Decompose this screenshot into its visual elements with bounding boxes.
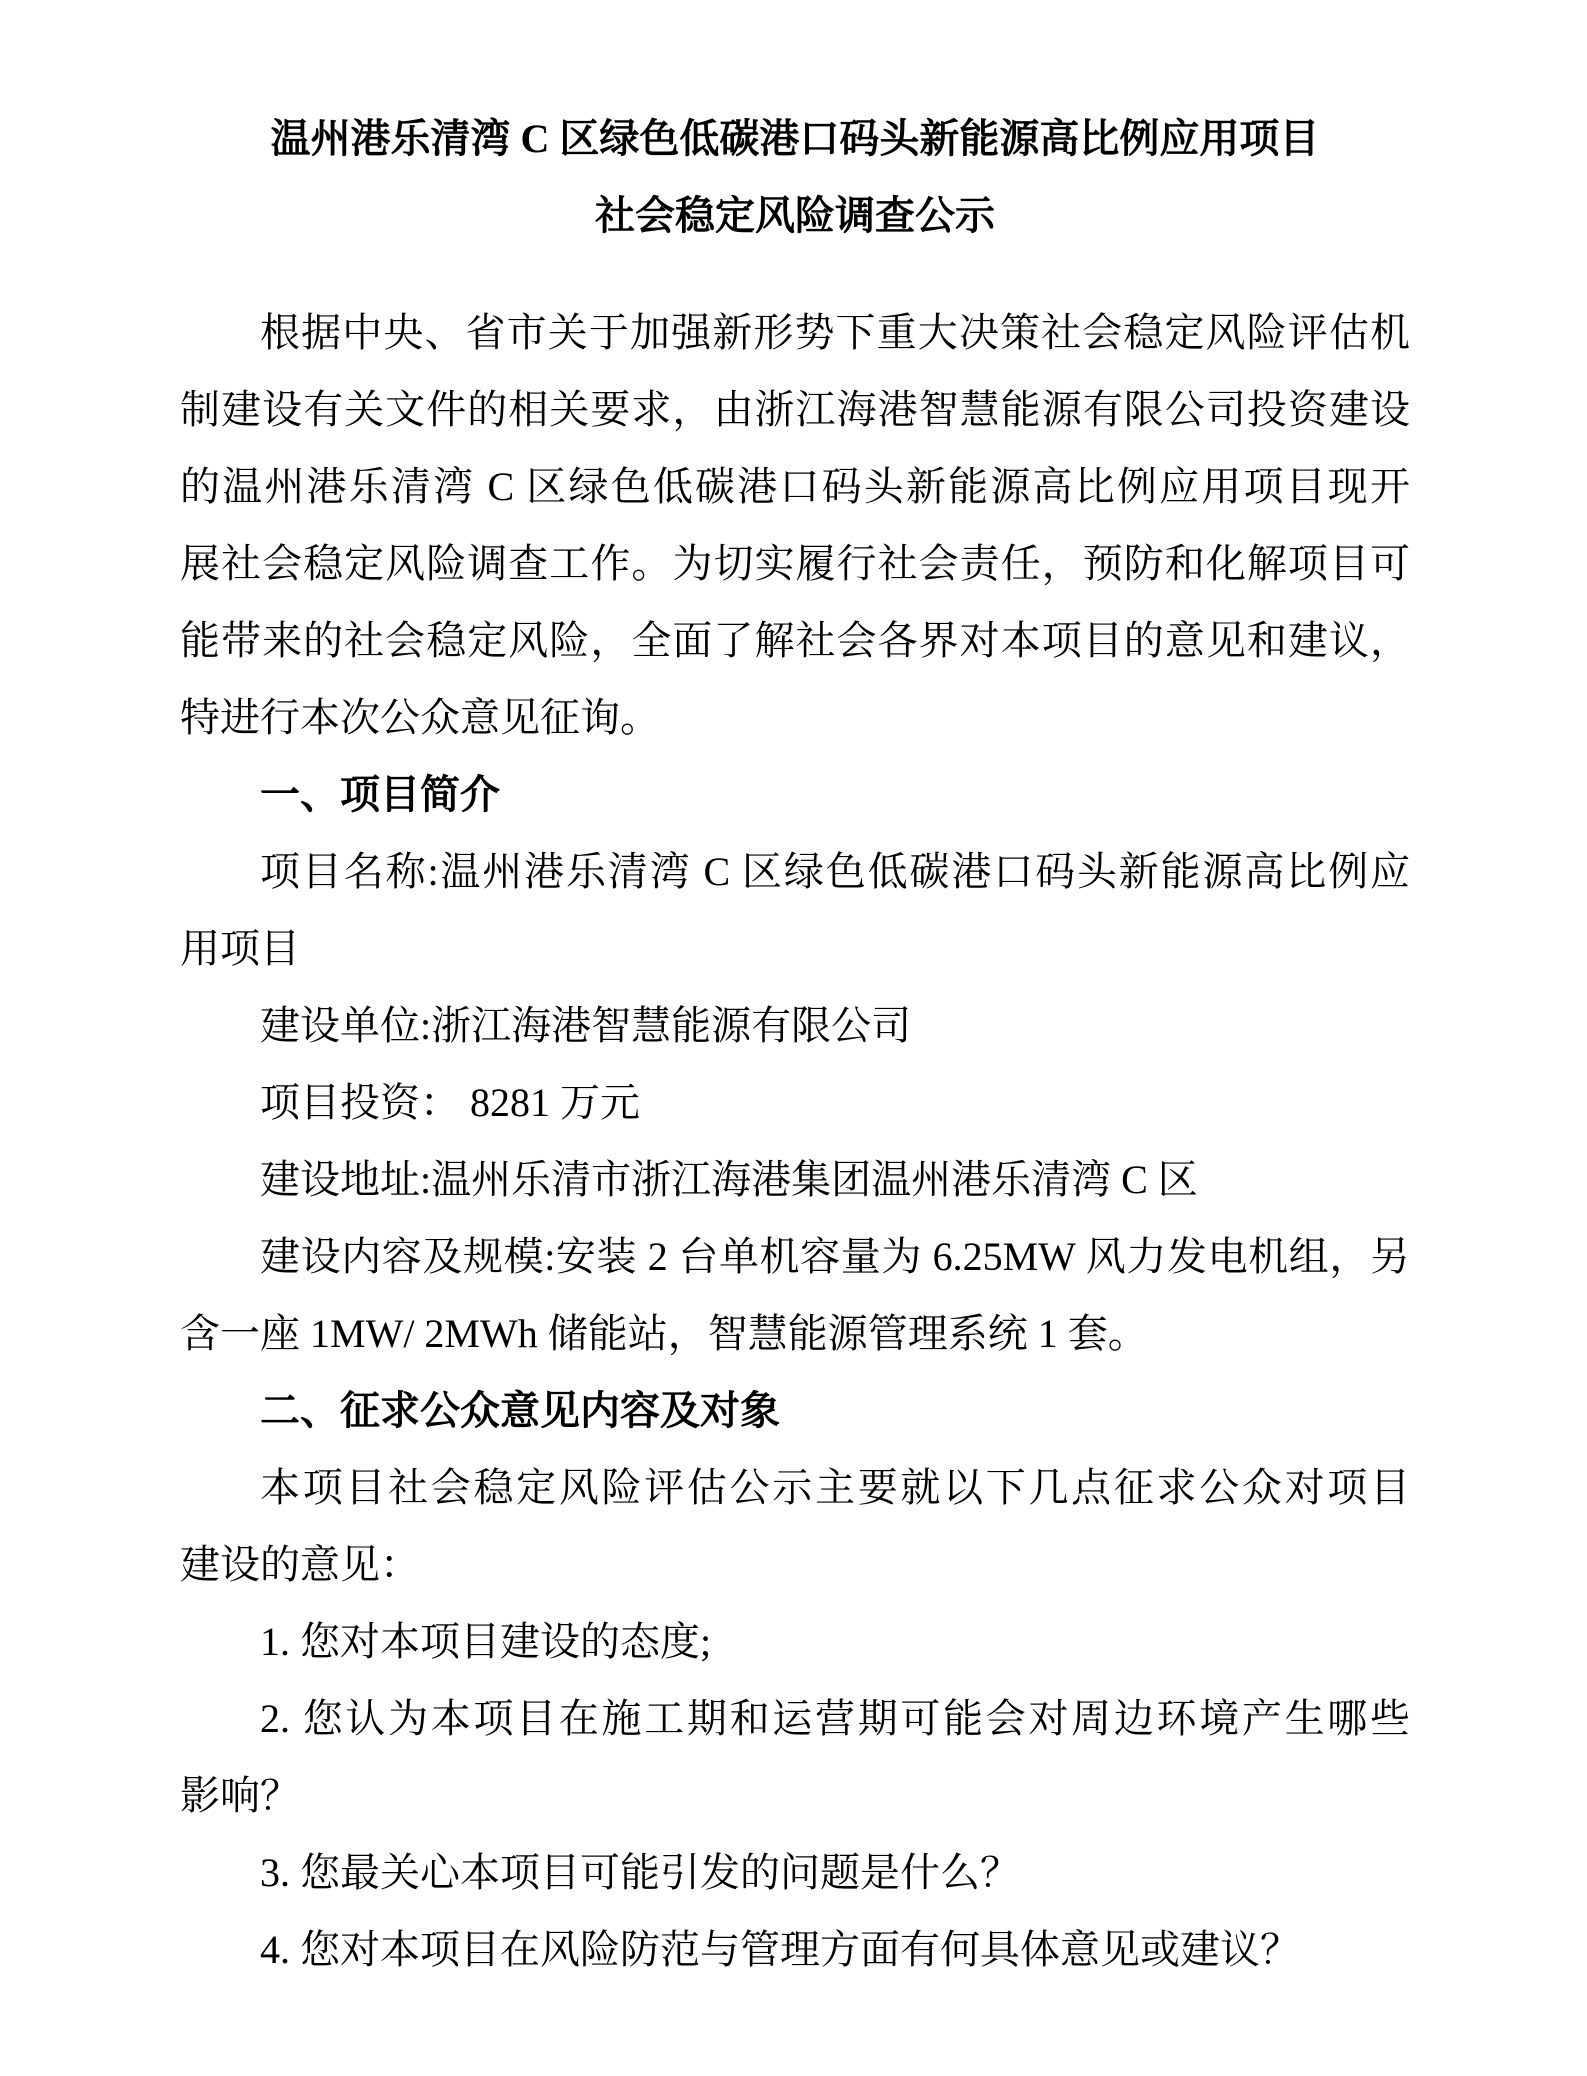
intro-line-3: 的温州港乐清湾 C 区绿色低碳港口码头新能源高比例应用项目现开 <box>180 464 1410 509</box>
question-1-line-1: 1. 您对本项目建设的态度; <box>260 1619 712 1664</box>
document-title <box>180 100 1410 254</box>
address-line: 建设地址:温州乐清市浙江海港集团温州港乐清湾 C 区 <box>260 1157 1198 1202</box>
investment-line: 项目投资： 8281 万元 <box>260 1080 640 1125</box>
question-2-line-1: 2. 您认为本项目在施工期和运营期可能会对周边环境产生哪些 <box>260 1696 1410 1741</box>
opinion-lead-line-1: 本项目社会稳定风险评估公示主要就以下几点征求公众对项目 <box>260 1465 1410 1510</box>
question-3-line-1: 3. 您最关心本项目可能引发的问题是什么？ <box>260 1850 1020 1895</box>
intro-line-1: 根据中央、省市关于加强新形势下重大决策社会稳定风险评估机 <box>260 310 1410 355</box>
builder-line: 建设单位:浙江海港智慧能源有限公司 <box>260 1003 912 1048</box>
question-3 <box>180 1834 1410 1911</box>
document-title-line-1: 温州港乐清湾 C 区绿色低碳港口码头新能源高比例应用项目 <box>270 116 1320 161</box>
question-1 <box>180 1603 1410 1680</box>
intro-paragraph <box>180 294 1410 756</box>
project-name-line-2: 用项目 <box>180 926 300 971</box>
section-1-heading: 一、项目简介 <box>260 772 500 817</box>
opinion-lead-line-2: 建设的意见： <box>180 1542 420 1587</box>
document-title-line-2: 社会稳定风险调查公示 <box>595 193 995 238</box>
question-4-line-1: 4. 您对本项目在风险防范与管理方面有何具体意见或建议？ <box>260 1927 1300 1972</box>
scale-paragraph <box>180 1218 1410 1372</box>
intro-line-5: 能带来的社会稳定风险，全面了解社会各界对本项目的意见和建议， <box>180 618 1410 663</box>
opinion-lead-paragraph <box>180 1449 1410 1603</box>
scale-line-2: 含一座 1MW/ 2MWh 储能站，智慧能源管理系统 1 套。 <box>180 1311 1148 1356</box>
intro-line-2: 制建设有关文件的相关要求，由浙江海港智慧能源有限公司投资建设 <box>180 387 1410 432</box>
intro-line-4: 展社会稳定风险调查工作。为切实履行社会责任，预防和化解项目可 <box>180 541 1410 586</box>
project-name-line-1: 项目名称:温州港乐清湾 C 区绿色低碳港口码头新能源高比例应 <box>260 849 1410 894</box>
intro-line-6: 特进行本次公众意见征询。 <box>180 695 660 740</box>
question-4 <box>180 1911 1410 1988</box>
question-2-line-2: 影响？ <box>180 1773 300 1818</box>
section-2-heading: 二、征求公众意见内容及对象 <box>260 1388 780 1433</box>
question-2 <box>180 1680 1410 1834</box>
project-name-paragraph <box>180 833 1410 987</box>
scale-line-1: 建设内容及规模:安装 2 台单机容量为 6.25MW 风力发电机组，另 <box>260 1234 1410 1279</box>
